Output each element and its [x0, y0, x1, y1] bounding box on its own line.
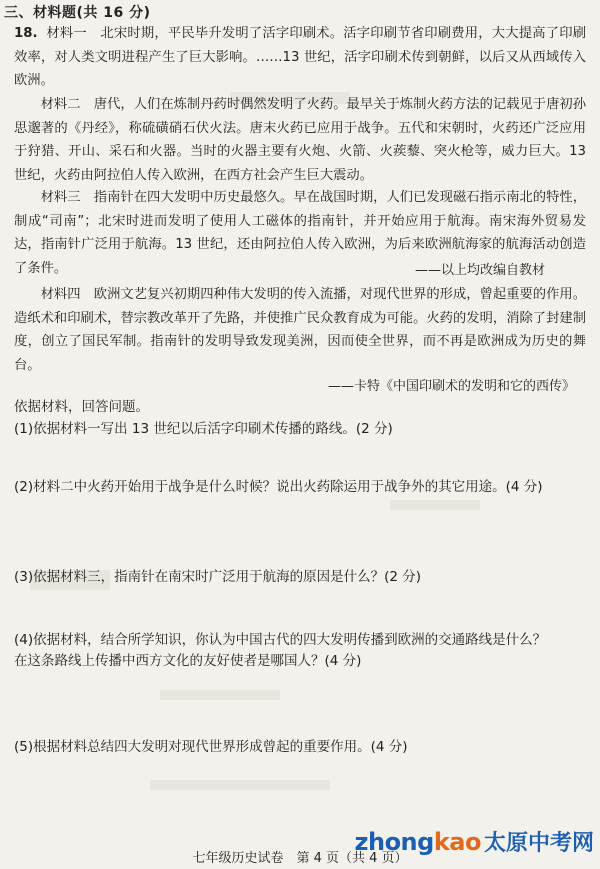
page-footer: 七年级历史试卷 第 4 页（共 4 页）: [192, 851, 408, 866]
watermark-part-kao: kao: [433, 828, 481, 856]
answer-prompt: 依据材料，回答问题。: [14, 399, 149, 415]
sub-question-4-line2: 在这条路线上传播中西方文化的友好使者是哪国人？(4 分): [14, 653, 362, 669]
material-three: 材料三 指南针在四大发明中历史最悠久。早在战国时期，人们已发现磁石指示南北的特性，制成“司南”；北宋时进而发明了使用人工磁体的指南针，并开始应用于航海。南宋海外贸易发达，指南针广泛用于航海。13 世纪，还由阿拉伯人传入欧洲，为后来欧洲航海家的航海活动创造了条件。: [14, 190, 586, 276]
source-textbook: ——以上均改编自教材: [415, 263, 546, 278]
material-one-text: 材料一 北宋时期，平民毕升发明了活字印刷术。活字印刷节省印刷费用，大大提高了印刷效率，对人类文明进程产生了巨大影响。……13 世纪，活字印刷术传到朝鲜，以后又从西域传入欧洲。: [14, 26, 586, 88]
sub-question-4-line1: (4)依据材料，结合所学知识，你认为中国古代的四大发明传播到欧洲的交通路线是什么？: [14, 632, 547, 648]
sub-question-3: (3)依据材料三，指南针在南宋时广泛用于航海的原因是什么？(2 分): [14, 569, 422, 585]
bleed-through-mark: [390, 500, 480, 510]
sub-question-1: (1)依据材料一写出 13 世纪以后活字印刷术传播的路线。(2 分): [14, 421, 393, 437]
bleed-through-mark: [160, 690, 280, 700]
material-two: 材料二 唐代，人们在炼制丹药时偶然发明了火药。最早关于炼制火药方法的记载见于唐初孙思邈著的《丹经》，称硫磺硝石伏火法。唐末火药已应用于战争。五代和宋朝时，火药还广泛应用于狩猎、开山、采石和火器。当时的火器主要有火炮、火箭、火蒺藜、突火枪等，威力巨大。13 世纪，火药由阿拉伯人传入欧洲，在西方社会产生巨大震动。: [14, 97, 586, 183]
section-title: 三、材料题(共 16 分): [4, 5, 151, 21]
watermark-part-zhong: zhong: [354, 828, 434, 856]
material-one: [14, 22, 586, 93]
source-carter: ——卡特《中国印刷术的发明和它的西传》: [328, 379, 576, 394]
question-number: 18.: [14, 26, 38, 41]
site-watermark: [355, 826, 594, 857]
sub-question-5: (5)根据材料总结四大发明对现代世界形成曾起的重要作用。(4 分): [14, 739, 408, 755]
bleed-through-mark: [150, 780, 330, 790]
watermark-part-site: 太原中考网: [483, 831, 594, 856]
sub-question-2: (2)材料二中火药开始用于战争是什么时候？说出火药除运用于战争外的其它用途。(4 分): [14, 479, 543, 495]
material-four: 材料四 欧洲文艺复兴初期四种伟大发明的传入流播，对现代世界的形成，曾起重要的作用。造纸术和印刷术，替宗教改革开了先路，并使推广民众教育成为可能。火药的发明，消除了封建制度，创立了国民军制。指南针的发明导致发现美洲，因而使全世界，而不再是欧洲成为历史的舞台。: [14, 287, 586, 373]
